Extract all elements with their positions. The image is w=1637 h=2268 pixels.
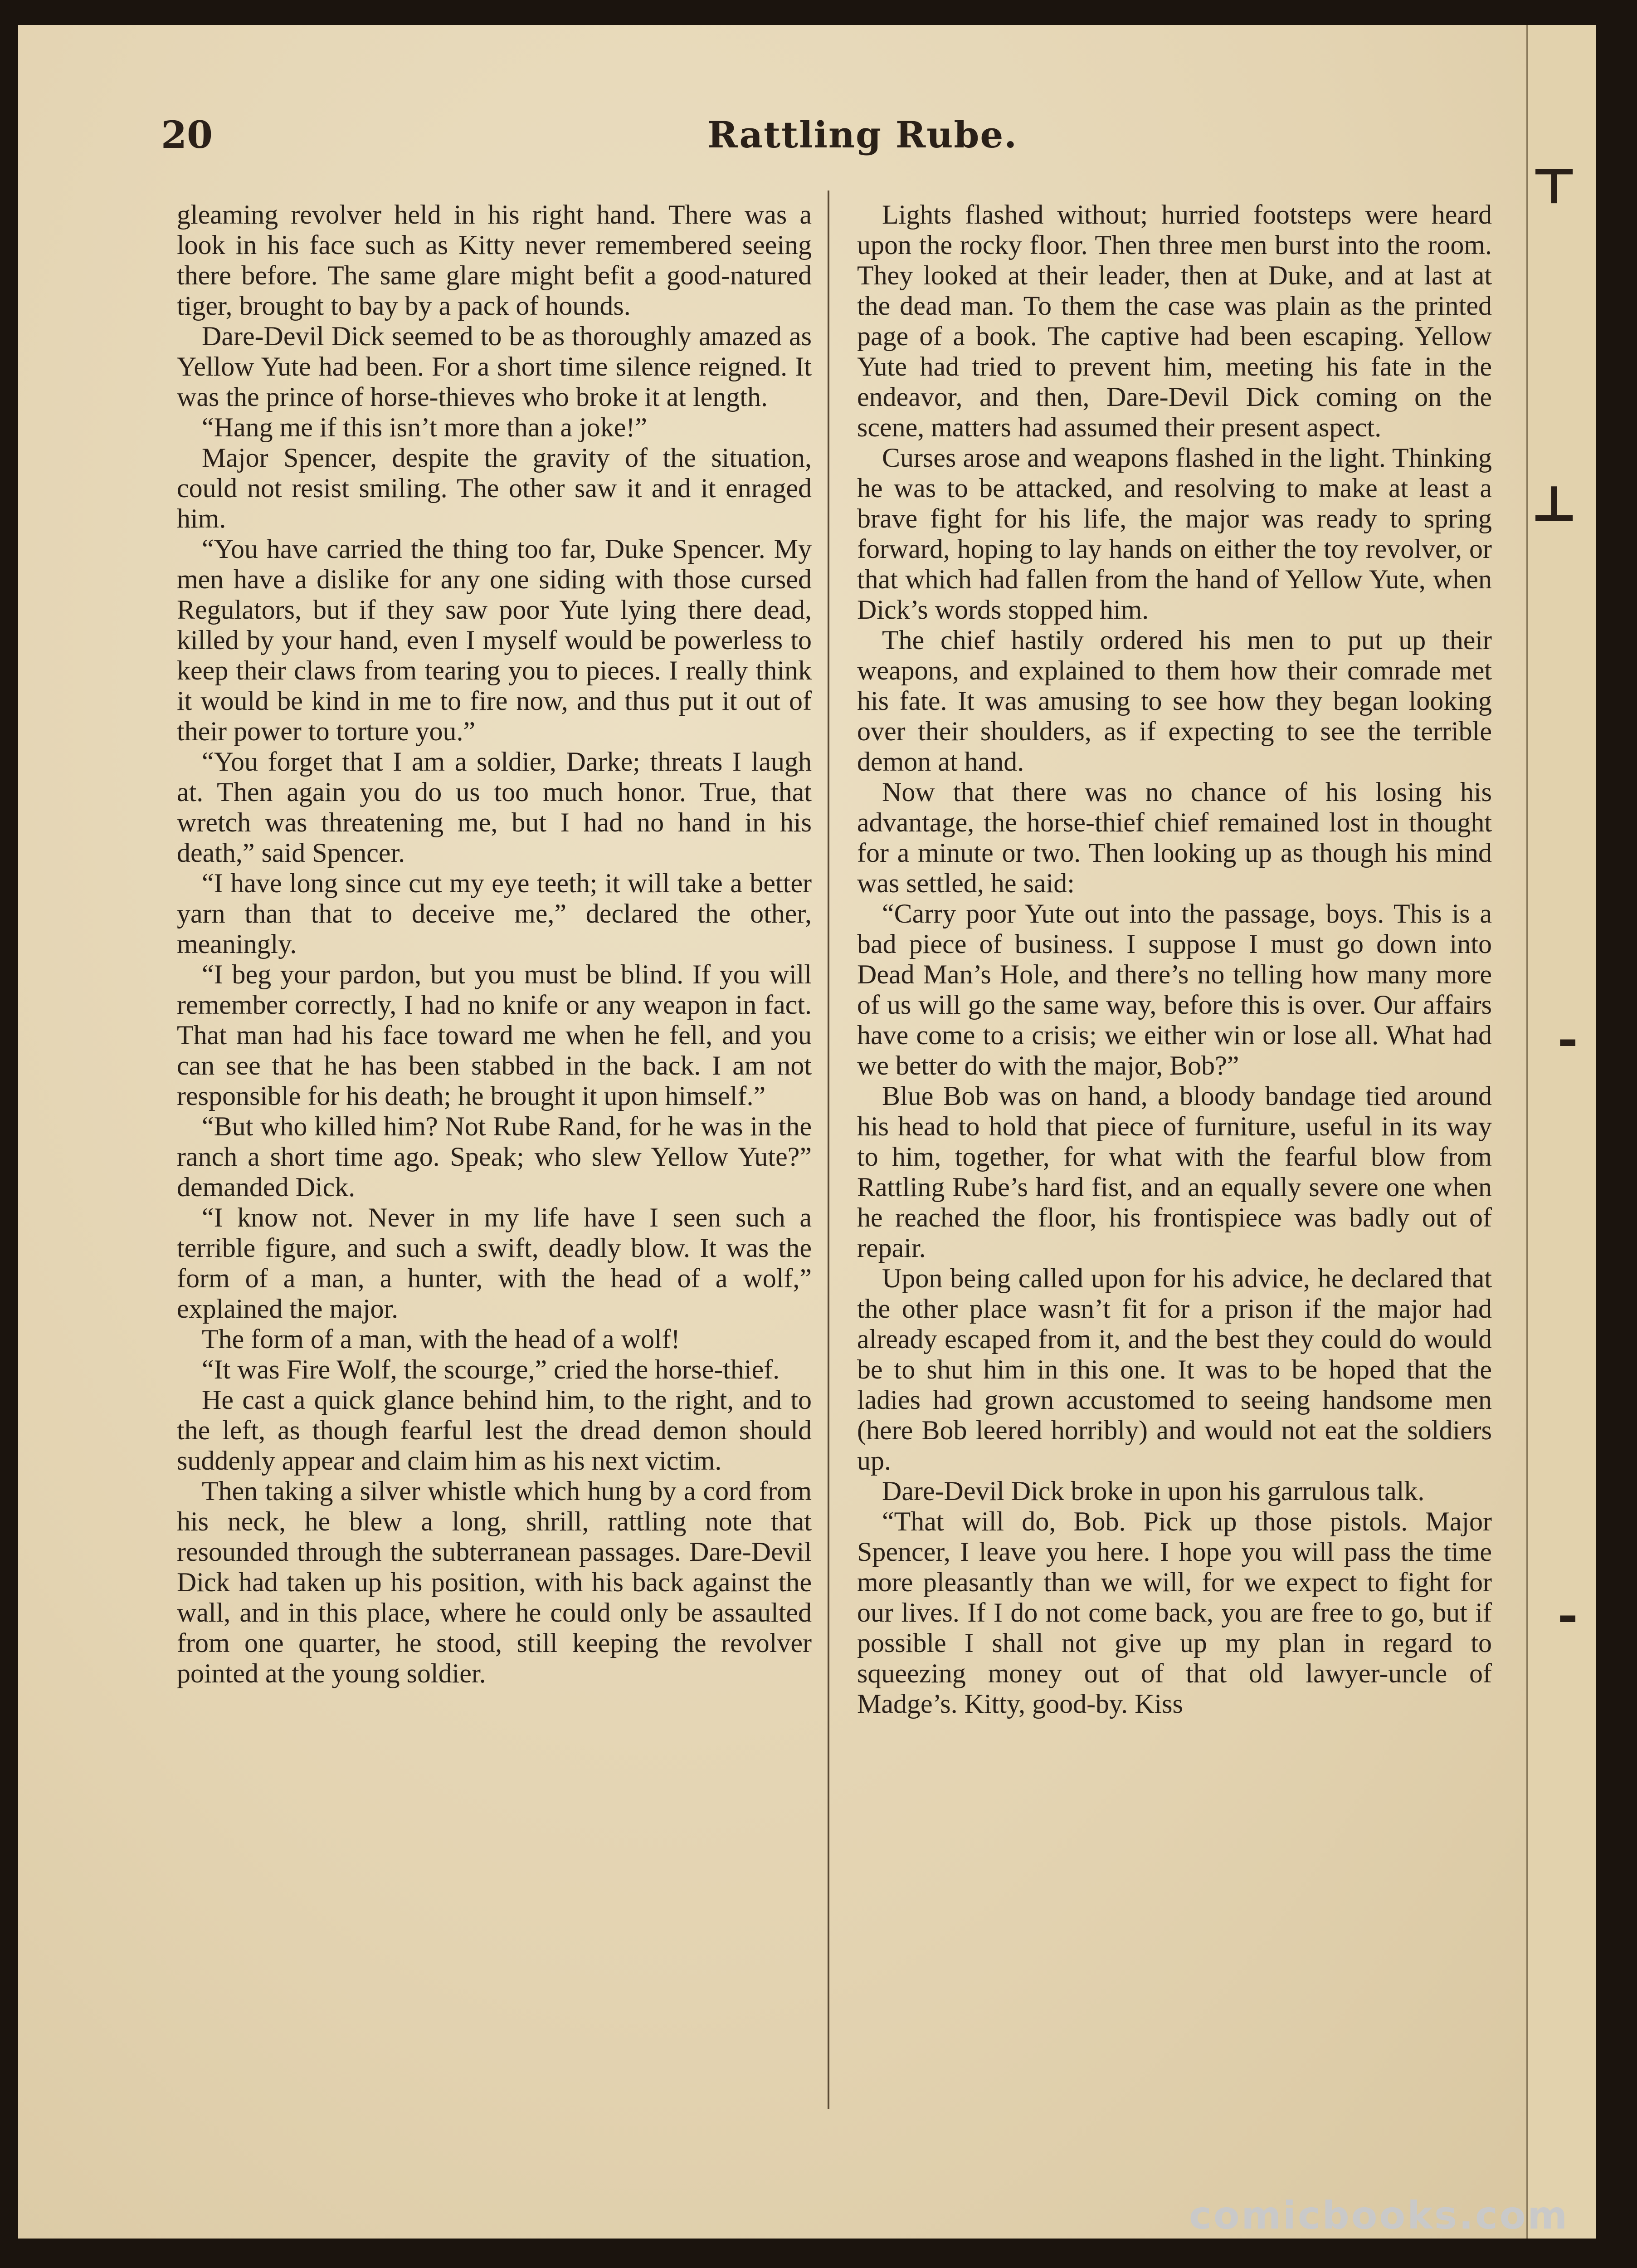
- page-binding-edge: [1526, 25, 1596, 2239]
- paragraph: “It was Fire Wolf, the scourge,” cried the horse-thief.: [202, 1354, 780, 1384]
- paragraph: Lights flashed without; hurried footsteps were heard upon the rocky floor. Then three men burst into the room. They looked at their leader, then at Duke, and at last at the dead man. To them the case was plain as the printed page of a book. The captive had been escaping. Yellow Yute had tried to prevent him, meeting his fate in the endeavor, and then, Dare-Devil Dick coming on the scene, matters had assumed their present aspect.: [857, 200, 1492, 442]
- paragraph: Dare-Devil Dick broke in upon his garrulous talk.: [882, 1476, 1425, 1506]
- binding-tick-mark: ⊤: [1530, 156, 1578, 215]
- running-title: Rattling Rube.: [707, 113, 1018, 156]
- paragraph: The chief hastily ordered his men to put up their weapons, and explained to them how their comrade met his fate. It was amusing to see how they began looking over their shoulders, as if expecting to see the terrible demon at hand.: [857, 625, 1492, 777]
- left-column: [177, 200, 812, 1689]
- paragraph: “I know not. Never in my life have I seen such a terrible figure, and such a swift, deadly blow. It was the form of a man, a hunter, with the head of a wolf,” explained the major.: [177, 1202, 812, 1324]
- paragraph: Curses arose and weapons flashed in the light. Thinking he was to be attacked, and resolving to make at least a brave fight for his life, the major was ready to spring forward, hoping to lay hands on either the toy revolver, or that which had fallen from the hand of Yellow Yute, when Dick’s words stopped him.: [857, 443, 1492, 625]
- paragraph: Dare-Devil Dick seemed to be as thoroughly amazed as Yellow Yute had been. For a short time silence reigned. It was the prince of horse-thieves who broke it at length.: [177, 321, 812, 412]
- paragraph: Now that there was no chance of his losing his advantage, the horse-thief chief remained lost in thought for a minute or two. Then looking up as though his mind was settled, he said:: [857, 777, 1492, 898]
- paragraph: Major Spencer, despite the gravity of the situation, could not resist smiling. The other saw it and it enraged him.: [177, 443, 812, 533]
- paragraph: “You have carried the thing too far, Duke Spencer. My men have a dislike for any one siding with those cursed Regulators, but if they saw poor Yute lying there dead, killed by your hand, even I myself would be powerless to keep their claws from tearing you to pieces. I really think it would be kind in me to fire now, and thus put it out of their power to torture you.”: [177, 534, 812, 746]
- paragraph: “Carry poor Yute out into the passage, boys. This is a bad piece of business. I suppose I must go down into Dead Man’s Hole, and there’s no telling how many more of us will go the same way, before this is over. Our affairs have come to a crisis; we either win or lose all. What had we better do with the major, Bob?”: [857, 899, 1492, 1080]
- watermark: comicbooks.com: [1189, 2193, 1569, 2238]
- paragraph: He cast a quick glance behind him, to the right, and to the left, as though fearful lest the dread demon should suddenly appear and claim him as his next victim.: [177, 1385, 812, 1476]
- paragraph: The form of a man, with the head of a wolf!: [202, 1324, 680, 1354]
- paragraph: Then taking a silver whistle which hung by a cord from his neck, he blew a long, shrill, rattling note that resounded through the subterranean passages. Dare-Devil Dick had taken up his position, with his back against the wall, and in this place, where he could only be assaulted from one quarter, he stood, still keeping the revolver pointed at the young soldier.: [177, 1476, 812, 1688]
- paragraph: “That will do, Bob. Pick up those pistols. Major Spencer, I leave you here. I hope you will pass the time more pleasantly than we will, for we expect to fight for our lives. If I do not come back, you are free to go, but if possible I shall not give up my plan in regard to squeezing money out of that old lawyer-uncle of Madge’s. Kitty, good-by. Kiss: [857, 1506, 1492, 1719]
- paragraph: Upon being called upon for his advice, he declared that the other place wasn’t fit for a prison if the major had already escaped from it, and the best they could do would be to shut him in this one. It was to be hoped that the ladies had grown accustomed to seeing handsome men (here Bob leered horribly) and would not eat the soldiers up.: [857, 1263, 1492, 1476]
- page-number: 20: [161, 113, 213, 157]
- right-column: [857, 200, 1492, 1719]
- paragraph: “Hang me if this isn’t more than a joke!”: [202, 412, 647, 442]
- paragraph: “I beg your pardon, but you must be blind. If you will remember correctly, I had no knife or any weapon in fact. That man had his face toward me when he fell, and you can see that he has been stabbed in the back. I am not responsible for his death; he brought it upon himself.”: [177, 959, 812, 1111]
- binding-tick-mark: ‑: [1557, 1585, 1578, 1644]
- binding-tick-mark: ‑: [1557, 1009, 1578, 1068]
- paragraph: “You forget that I am a soldier, Darke; threats I laugh at. Then again you do us too much honor. True, that wretch was threatening me, but I had no hand in his death,” said Spencer.: [177, 747, 812, 868]
- binding-tick-mark: ⊥: [1530, 474, 1578, 533]
- column-divider: [828, 191, 829, 2109]
- paragraph: “But who killed him? Not Rube Rand, for he was in the ranch a short time ago. Speak; who slew Yellow Yute?” demanded Dick.: [177, 1111, 812, 1202]
- paragraph: gleaming revolver held in his right hand. There was a look in his face such as Kitty never remembered seeing there before. The same glare might befit a good-natured tiger, brought to bay by a pack of hounds.: [177, 200, 812, 321]
- paragraph: “I have long since cut my eye teeth; it will take a better yarn than that to deceive me,” declared the other, meaningly.: [177, 868, 812, 959]
- paragraph: Blue Bob was on hand, a bloody bandage tied around his head to hold that piece of furniture, useful in its way to him, together, for what with the fearful blow from Rattling Rube’s hard fist, and an equally severe one when he reached the floor, his frontispiece was badly out of repair.: [857, 1081, 1492, 1263]
